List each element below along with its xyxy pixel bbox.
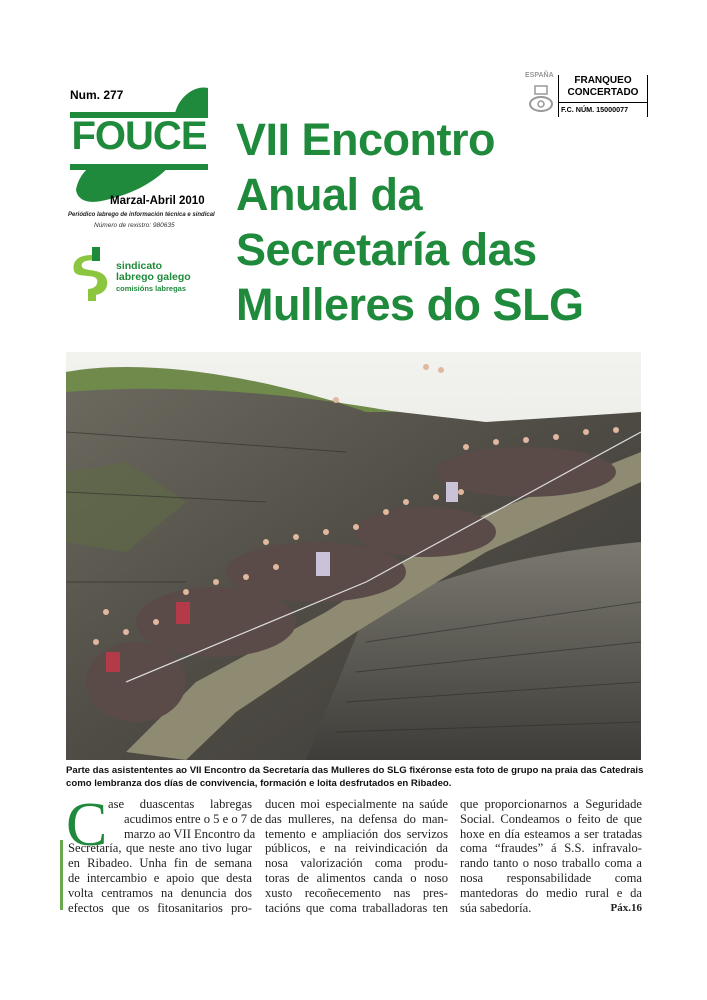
text-line: acudimos entre o 5 e o 7 de [124,811,263,826]
text-line: efectos que os fitosanitarios pro- [68,900,252,915]
text-line-end: súa sabedoría. [460,900,532,915]
text-line: nosa valorización coma produ- [265,856,448,871]
headline-line: Anual da [236,169,423,220]
article-column-3 [460,797,642,915]
text-line: públicos, e na reivindicación da [265,841,448,856]
slg-logo-icon [70,245,110,303]
column-accent-rule [60,840,63,910]
text-line: rando tanto o noso traballo coma a [460,856,642,871]
text-line: volta centramos na denuncia dos [68,885,252,900]
text-line: ase duascentas labregas [108,797,252,811]
tagline: Periódico labrego de información técnica e sindical [68,212,215,218]
text-line: Social. Condeamos o feito de que [460,811,642,826]
text-line: xusto recoñecemento nas pres- [265,885,448,900]
headline-line: VII Encontro [236,114,496,165]
text-line: Secretaría, que neste ano tivo lugar [68,841,252,856]
headline-line: Secretaría das [236,224,537,275]
postage-line-2: CONCERTADO [567,87,639,98]
text-line: das mulleres, na defensa do man- [265,811,448,826]
postage-line-3: F.C. NÚM. 15000077 [559,102,647,114]
text-line: marzo ao VII Encontro da [124,826,256,841]
text-line: en Ribadeo. Unha fin de semana [68,856,252,871]
text-line: temento e ampliación dos servizos [265,826,448,841]
text-line: de intercambio e apoio que desta [68,870,252,885]
text-line: nosa responsabilidade coma [460,870,642,885]
text-line: mantedoras do medio rural e da [460,885,642,900]
text-line: toras de alimentos canda o noso [265,870,448,885]
text-line: que proporcionarnos a Seguridade [460,797,642,811]
union-line-3: comisións labregas [116,284,187,293]
article-column-2 [265,797,448,915]
article-column-1 [66,791,263,915]
group-photo [66,352,641,760]
headline-line: Mulleres do SLG [236,279,584,330]
postage-line-1: FRANQUEO [574,75,632,86]
union-name [116,261,191,294]
union-line-1: sindicato [116,260,163,272]
page-reference-link[interactable]: Páx.16 [610,901,642,914]
headline [236,112,584,332]
text-line: hoxe en día esteamos a ser tratadas [460,826,642,841]
fouce-logo-text: FOUCE [71,114,207,158]
text-line: coma “fraudes” á S.S. infravalo- [460,841,642,856]
issue-number: Num. 277 [70,88,124,102]
postage-country: ESPAÑA [525,72,554,79]
photo-caption: Parte das asistententes ao VII Encontro da Secretaría das Mulleres do SLG fixéronse esta foto de grupo na praia das Catedrais como lembranza dos días de convivencia, formación e loita desfrutados en Ribadeo. [66,765,644,789]
union-line-2: labrego galego [116,271,191,283]
text-line: ducen moi especialmente na saúde [265,797,448,811]
text-line: tacións que coma traballadoras ten [265,900,448,915]
text-line [460,901,642,916]
issue-date: Marzal-Abril 2010 [110,195,205,207]
registration-number: Número de rexistro: 980635 [94,222,175,229]
post-horn-icon [527,84,555,114]
drop-cap: C [66,791,108,859]
